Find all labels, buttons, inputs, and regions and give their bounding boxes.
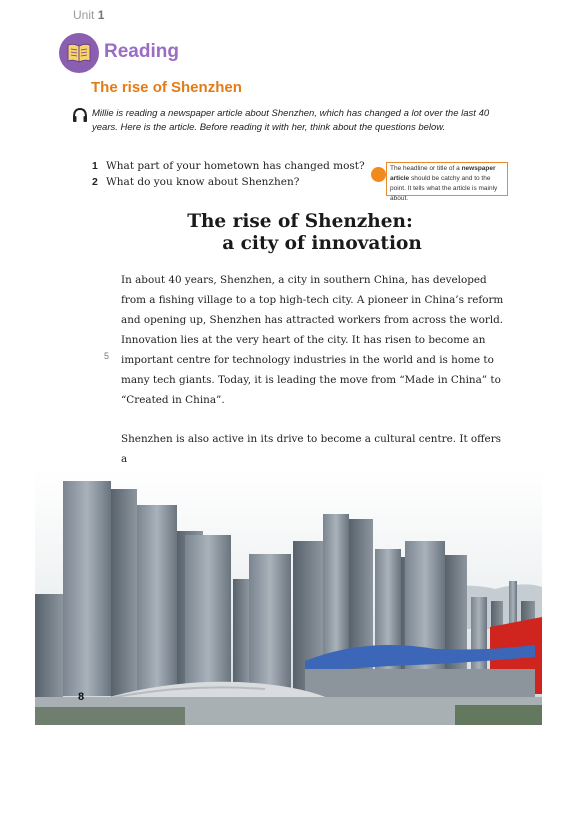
section-title: Reading [104,41,179,62]
section-subtitle: The rise of Shenzhen [91,79,242,96]
intro-text: Millie is reading a newspaper article about Shenzhen, which has changed a lot over the last 40 years. Here is the article. Before reading it with her, think about the questions below. [92,108,490,133]
article-paragraph-2: Shenzhen is also active in its drive to become a cultural centre. It offers a [121,433,502,465]
tip-icon [371,167,386,182]
questions-list [92,158,365,190]
article-headline: The rise of Shenzhen: a city of innovation [187,211,422,254]
article-paragraph-1: In about 40 years, Shenzhen, a city in southern China, has developed from a fishing village to a top high-tech city. A pioneer in China’s reform and opening up, Shenzhen has attracted workers from across the world. Innovation lies at the very heart of the city. It has risen to become an important centre for technology industries in the world and is home to many tech giants. Today, it is leading the move from “Made in China” to “Created in China”. [121,274,504,406]
tip-box: The headline or title of a newspaper article should be catchy and to the point. It tells what the article is mainly about. [386,162,508,196]
line-number: 5 [104,351,110,361]
question-item: 1 What part of your hometown has changed most? [92,160,365,172]
headphones-icon [72,107,88,123]
city-skyline-image [35,469,542,725]
book-icon [59,33,99,73]
page-number: 8 [78,691,85,703]
question-item: 2 What do you know about Shenzhen? [92,176,300,188]
unit-label: Unit 1 [73,8,105,22]
